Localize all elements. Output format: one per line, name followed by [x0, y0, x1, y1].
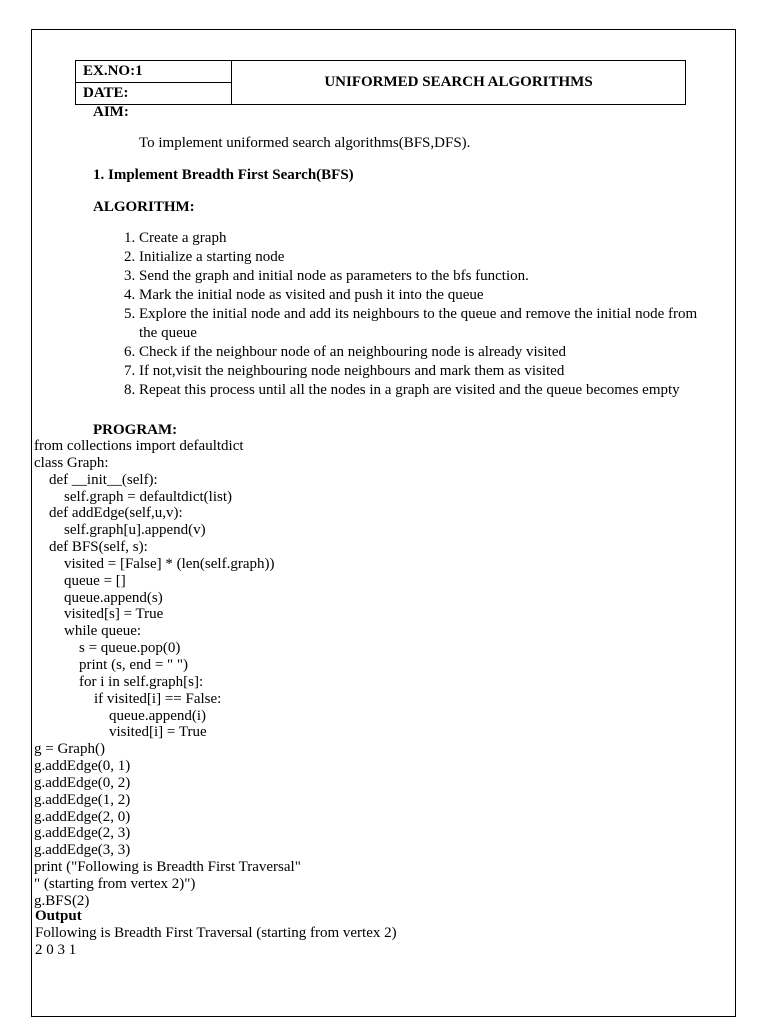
ex-no-cell: EX.NO:1 [76, 61, 232, 83]
algorithm-steps [95, 229, 704, 400]
algorithm-step: 1. Create a graph [139, 229, 704, 248]
algorithm-step: 5. Explore the initial node and add its neighbours to the queue and remove the initial node from the queue [139, 305, 704, 343]
output-line: 2 0 3 1 [35, 942, 77, 958]
algorithm-step: 8. Repeat this process until all the nodes in a graph are visited and the queue becomes empty [139, 381, 704, 400]
algorithm-step: 6. Check if the neighbour node of an neighbouring node is already visited [139, 343, 704, 362]
aim-text: To implement uniformed search algorithms(BFS,DFS). [139, 135, 471, 151]
program-code: from collections import defaultdict class Graph: def __init__(self): self.graph = defaultdict(list) def addEdge(self,u,v): self.graph[u].append(v) def BFS(self, s): visited = [False] * (len(self.graph)) queue = [] queue.append(s) visited[s] = True while queue: s = queue.pop(0) print (s, end = " ") for i in self.graph[s]: if visited[i] == False: queue.append(i) visited[i] = True g = Graph() g.addEdge(0, 1) g.addEdge(0, 2) g.addEdge(1, 2) g.addEdge(2, 0) g.addEdge(2, 3) g.addEdge(3, 3) print ("Following is Breadth First Traversal" " (starting from vertex 2)") g.BFS(2) [34, 438, 301, 909]
header-table [75, 60, 686, 105]
output-label: Output [35, 908, 82, 924]
output-line: Following is Breadth First Traversal (starting from vertex 2) [35, 925, 397, 941]
date-cell: DATE: [76, 83, 232, 105]
algorithm-step: 2. Initialize a starting node [139, 248, 704, 267]
document-title: UNIFORMED SEARCH ALGORITHMS [232, 61, 686, 105]
section-heading: 1. Implement Breadth First Search(BFS) [93, 167, 354, 183]
algorithm-step: 4. Mark the initial node as visited and push it into the queue [139, 286, 704, 305]
algorithm-step: 7. If not,visit the neighbouring node neighbours and mark them as visited [139, 362, 704, 381]
algorithm-label: ALGORITHM: [93, 199, 195, 215]
aim-label: AIM: [93, 104, 129, 120]
algorithm-step: 3. Send the graph and initial node as parameters to the bfs function. [139, 267, 704, 286]
program-label: PROGRAM: [93, 422, 178, 438]
